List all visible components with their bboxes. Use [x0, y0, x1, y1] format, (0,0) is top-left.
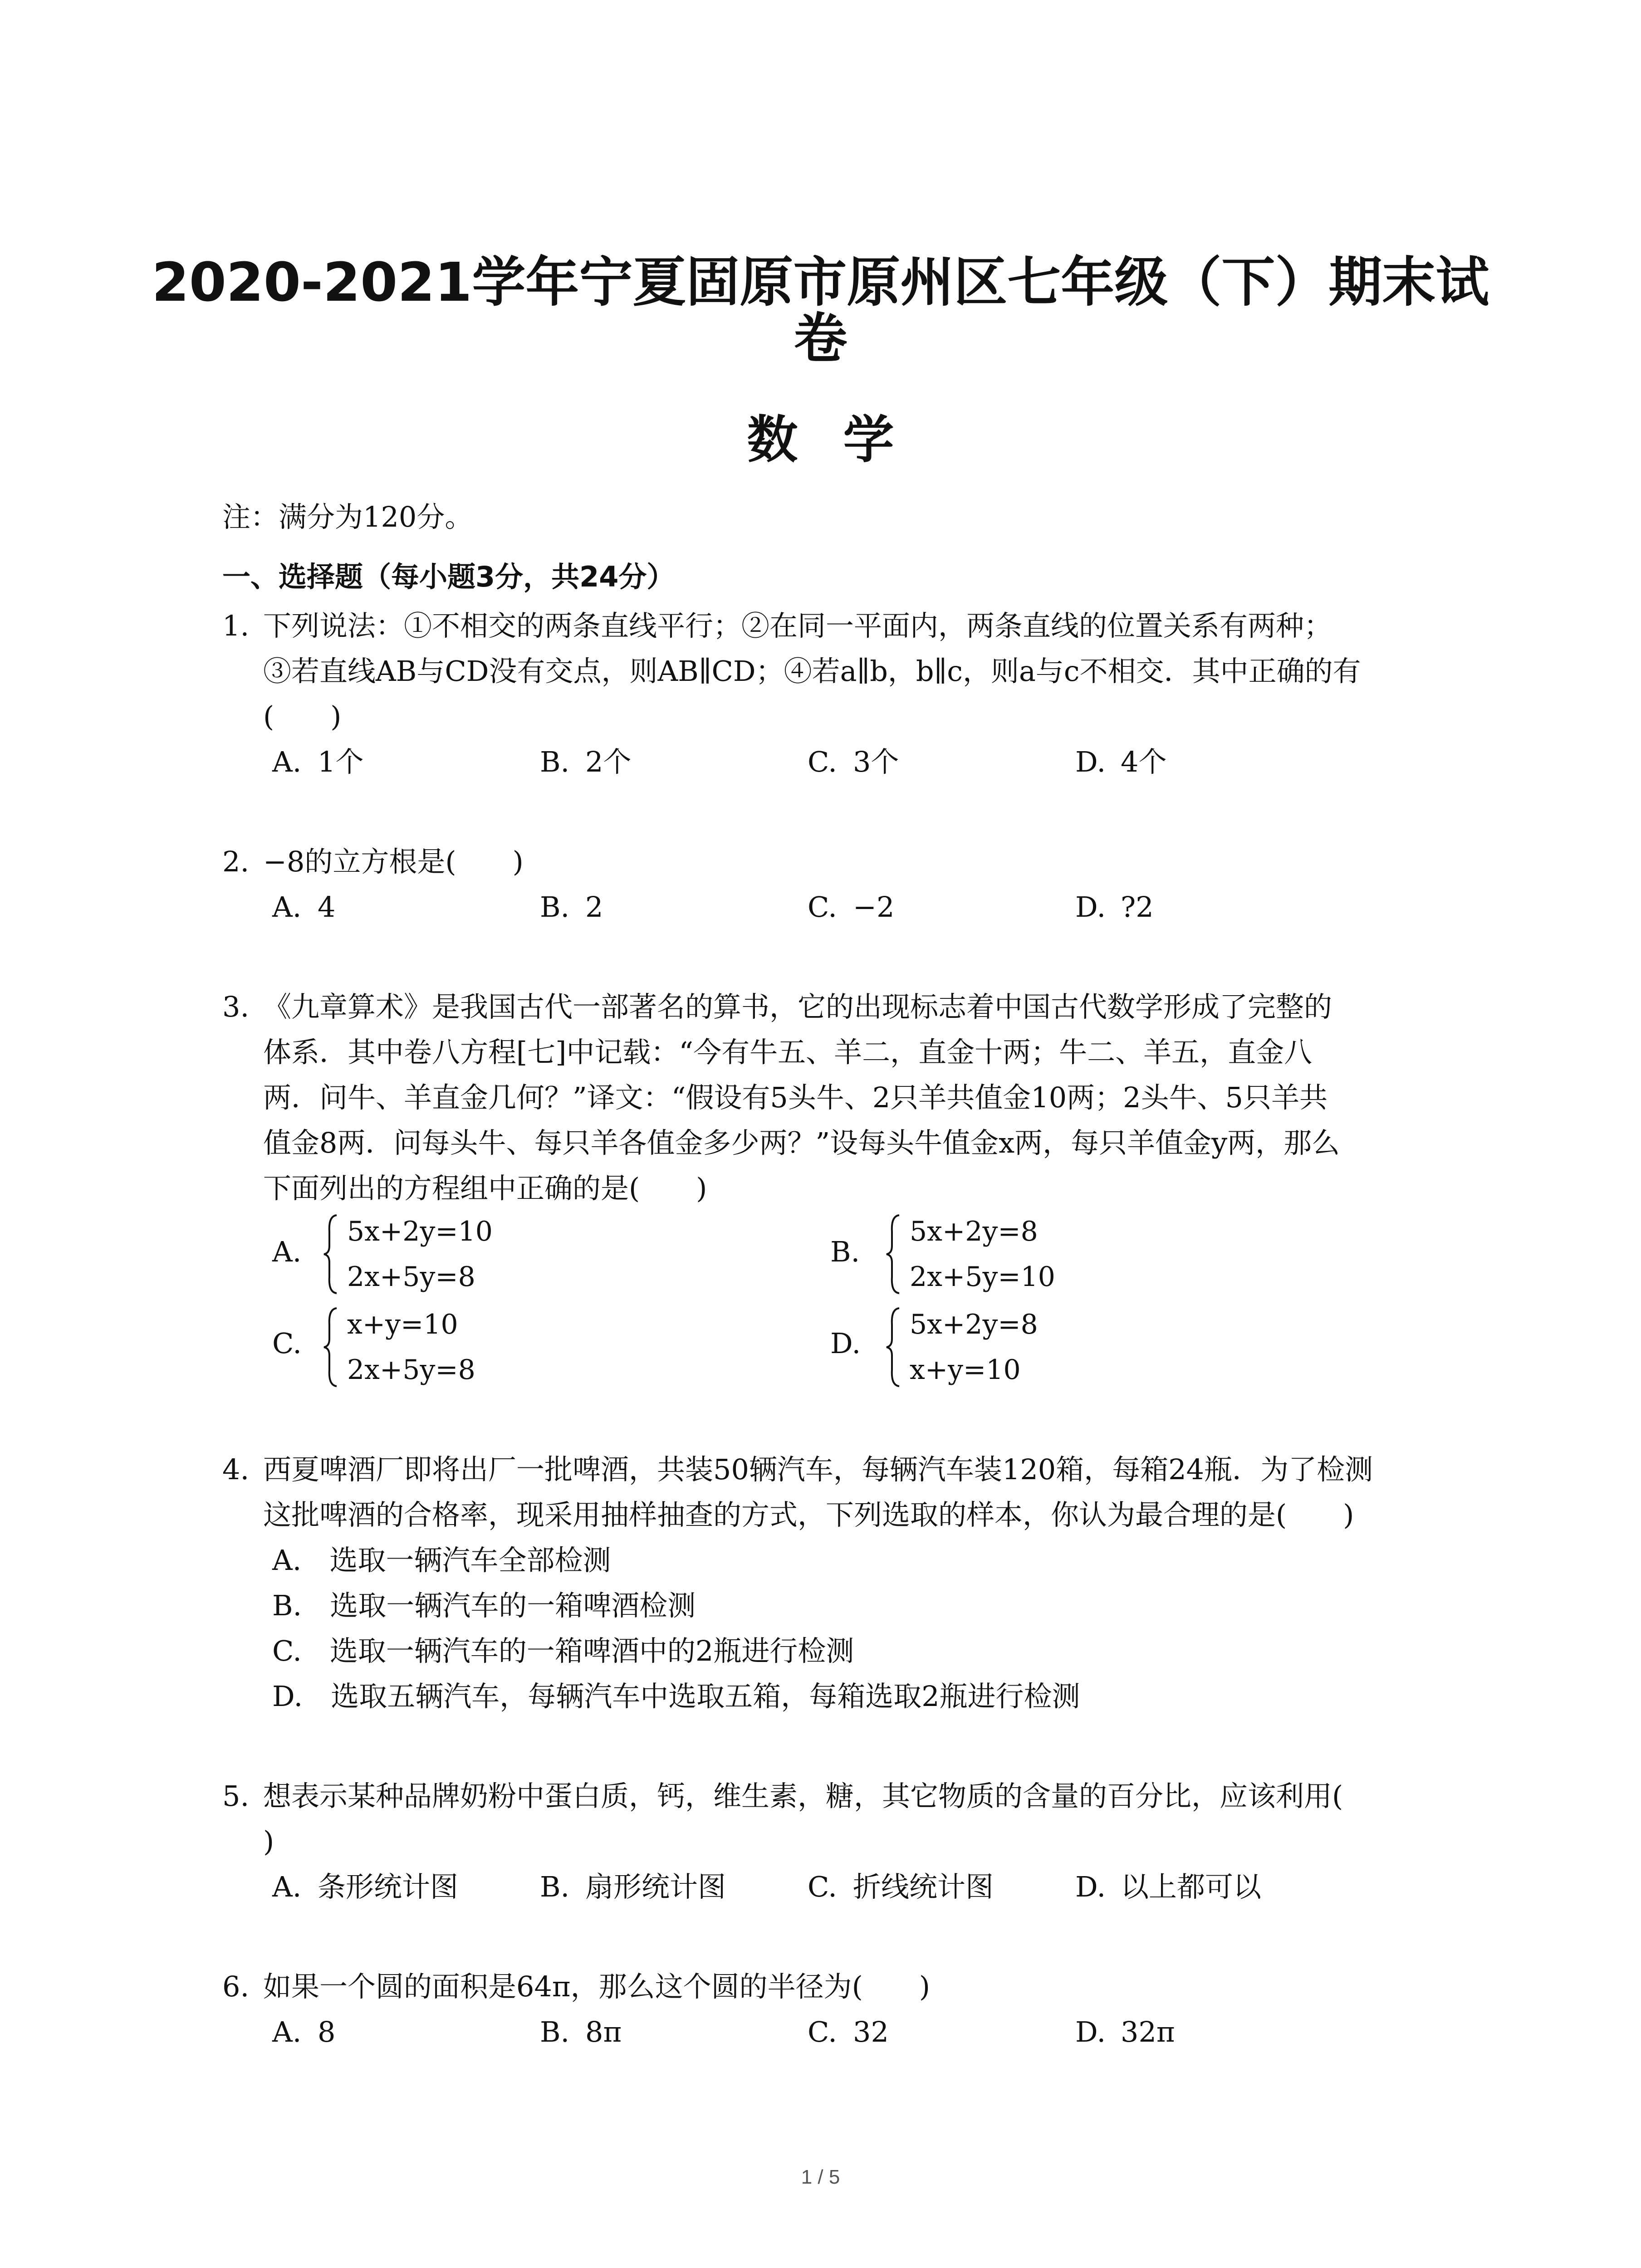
subject-heading: 数学 — [747, 411, 940, 469]
question-number: 3. — [222, 990, 250, 1023]
equation: x+y=10 — [910, 1354, 1021, 1386]
option-a: A. 条形统计图 — [272, 1870, 459, 1903]
score-note: 注：满分为120分。 — [222, 500, 473, 533]
equation: 5x+2y=8 — [910, 1309, 1038, 1340]
option-b: B. 扇形统计图 — [540, 1870, 726, 1903]
question-text: 值金8两．问每头牛、每只羊各值金多少两？”设每头牛值金x两，每只羊值金y两，那么 — [263, 1126, 1340, 1159]
option-c: C. −2 — [808, 890, 895, 924]
option-a: A. 1个 — [272, 745, 364, 778]
equation: 2x+5y=10 — [910, 1261, 1055, 1293]
option-c: C. 32 — [808, 2015, 889, 2048]
question-text: 这批啤酒的合格率，现采用抽样抽查的方式，下列选取的样本，你认为最合理的是( ) — [263, 1498, 1354, 1531]
equation-system-c — [322, 1302, 549, 1393]
question-text: 两．问牛、羊直金几何？”译文：“假设有5头牛、2只羊共值金10两；2头牛、5只羊共 — [263, 1081, 1328, 1114]
option-b-label: B. — [830, 1235, 860, 1268]
question-text: ( ) — [263, 700, 342, 733]
equation-system-d — [885, 1302, 1112, 1393]
question-text: 下列说法：①不相交的两条直线平行；②在同一平面内，两条直线的位置关系有两种； — [263, 609, 1332, 642]
option-c: C. 选取一辆汽车的一箱啤酒中的2瓶进行检测 — [272, 1634, 854, 1667]
option-a: A. 4 — [272, 890, 336, 924]
question-text: 《九章算术》是我国古代一部著名的算书，它的出现标志着中国古代数学形成了完整的 — [263, 990, 1332, 1023]
option-d: D. 32π — [1075, 2015, 1175, 2048]
exam-title-continued: 卷 — [794, 307, 847, 370]
option-d: D. 4个 — [1075, 745, 1167, 778]
equation-system-a — [322, 1209, 549, 1300]
equation: x+y=10 — [347, 1309, 458, 1340]
question-text: ③若直线AB与CD没有交点，则AB∥CD；④若a∥b，b∥c，则a与c不相交．其中正确的有 — [263, 655, 1361, 688]
question-number: 4. — [222, 1453, 250, 1486]
question-text: −8的立方根是( ) — [263, 845, 524, 878]
option-b: B. 8π — [540, 2015, 622, 2048]
question-text: 体系．其中卷八方程[七]中记载：“今有牛五、羊二，直金十两；牛二、羊五，直金八 — [263, 1036, 1313, 1069]
option-c-label: C. — [272, 1327, 302, 1360]
option-c: C. 3个 — [808, 745, 899, 778]
equation: 2x+5y=8 — [347, 1261, 475, 1293]
question-number: 1. — [222, 609, 250, 642]
option-a: A. 选取一辆汽车全部检测 — [272, 1544, 611, 1577]
equation: 5x+2y=8 — [910, 1216, 1038, 1247]
option-d: D. ?2 — [1075, 890, 1154, 924]
brace-icon — [322, 1213, 340, 1295]
brace-icon — [885, 1306, 903, 1388]
option-a-label: A. — [272, 1235, 302, 1268]
question-text: ) — [263, 1825, 274, 1858]
question-text: 想表示某种品牌奶粉中蛋白质，钙，维生素，糖，其它物质的含量的百分比，应该利用( — [263, 1779, 1343, 1813]
question-text: 西夏啤酒厂即将出厂一批啤酒，共装50辆汽车，每辆汽车装120箱，每箱24瓶．为了检测 — [263, 1453, 1373, 1486]
page-number: 1 / 5 — [801, 2166, 840, 2188]
exam-title: 2020-2021学年宁夏固原市原州区七年级（下）期末试 — [152, 251, 1489, 313]
question-text: 如果一个圆的面积是64π，那么这个圆的半径为( ) — [263, 1970, 931, 2003]
section-heading: 一、选择题（每小题3分，共24分） — [222, 560, 675, 593]
question-text: 下面列出的方程组中正确的是( ) — [263, 1172, 707, 1205]
option-b: B. 2个 — [540, 745, 632, 778]
equation-system-b — [885, 1209, 1112, 1300]
option-d: D. 选取五辆汽车，每辆汽车中选取五箱，每箱选取2瓶进行检测 — [272, 1680, 1080, 1713]
brace-icon — [322, 1306, 340, 1388]
equation: 5x+2y=10 — [347, 1216, 493, 1247]
question-number: 5. — [222, 1779, 250, 1813]
option-d-label: D. — [830, 1327, 861, 1360]
option-d: D. 以上都可以 — [1075, 1870, 1262, 1903]
brace-icon — [885, 1213, 903, 1295]
option-b: B. 2 — [540, 890, 603, 924]
option-c: C. 折线统计图 — [808, 1870, 994, 1903]
equation: 2x+5y=8 — [347, 1354, 475, 1386]
question-number: 2. — [222, 845, 250, 878]
option-b: B. 选取一辆汽车的一箱啤酒检测 — [272, 1589, 696, 1622]
question-number: 6. — [222, 1970, 250, 2003]
option-a: A. 8 — [272, 2015, 336, 2048]
